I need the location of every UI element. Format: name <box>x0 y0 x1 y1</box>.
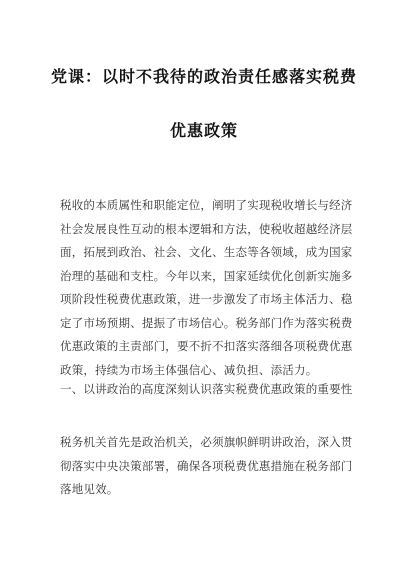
section-heading-text: 一、以讲政治的高度深刻认识落实税费优惠政策的重要性 <box>60 382 353 396</box>
intro-line: 社会发展良性互动的根本逻辑和方法，使税收超越经济层 <box>60 221 353 236</box>
intro-paragraph <box>60 194 360 382</box>
intro-line: 政策，持续为市场主体强信心、减负担、添活力。 <box>60 362 318 377</box>
document-title-line-2: 优惠政策 <box>169 121 238 140</box>
intro-line: 治理的基础和支柱。今年以来，国家延续优化创新实施多 <box>60 268 353 283</box>
intro-line: 优惠政策的主责部门，要不折不扣落实落细各项税费优惠 <box>60 339 353 353</box>
section-heading <box>60 378 360 402</box>
section-body-line: 彻落实中央决策部署，确保各项税费优惠措施在税务部门 <box>60 458 353 473</box>
intro-line: 项阶段性税费优惠政策，进一步激发了市场主体活力、稳 <box>60 292 353 306</box>
intro-line: 面，拓展到政治、社会、文化、生态等各领域，成为国家 <box>60 245 353 259</box>
intro-line: 定了市场预期、提振了市场信心。税务部门作为落实税费 <box>60 315 353 330</box>
document-title-line-1: 党课：以时不我待的政治责任感落实税费 <box>50 67 357 86</box>
intro-line: 税收的本质属性和职能定位，阐明了实现税收增长与经济 <box>60 198 353 212</box>
section-body-line: 税务机关首先是政治机关，必须旗帜鲜明讲政治，深入贯 <box>60 435 353 449</box>
section-body-line: 落地见效。 <box>60 482 119 496</box>
section-body-paragraph <box>60 431 360 502</box>
